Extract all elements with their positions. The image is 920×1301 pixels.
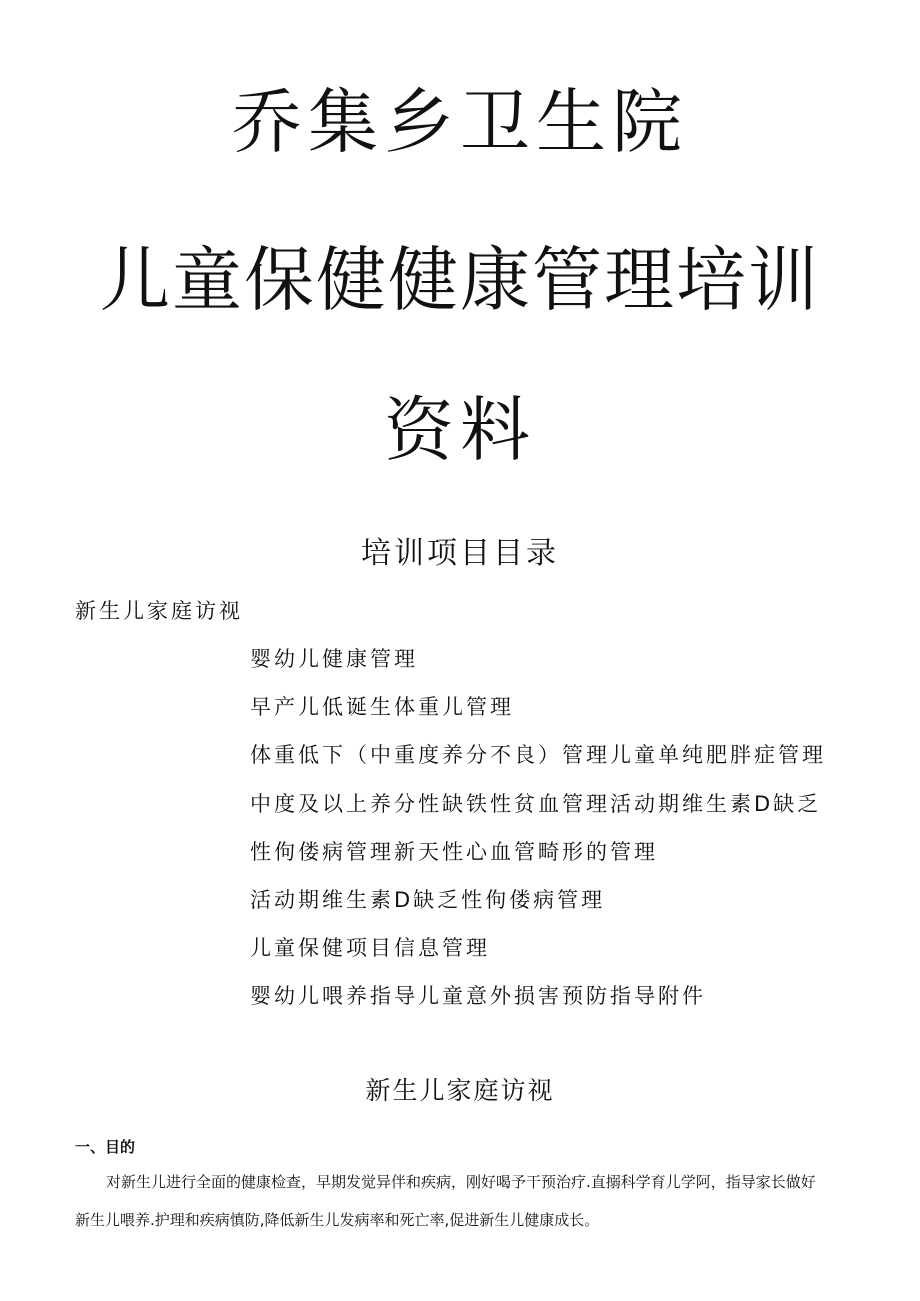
document-title-line-1: 乔集乡卫生院 [232,81,688,163]
toc-item: 中度及以上养分性缺铁性贫血管理活动期维生素D缺乏 [250,792,822,816]
toc-item: 儿童保健项目信息管理 [250,936,490,960]
toc-item: 早产儿低诞生体重儿管理 [250,695,514,719]
toc-item: 性佝偻病管理新天性心血管畸形的管理 [250,840,658,864]
section-heading: 新生儿家庭访视 [365,1076,555,1105]
toc-heading: 培训项目目录 [361,536,559,571]
sub-heading-purpose: 一、目的 [75,1138,136,1156]
document-title-line-2: 儿童保健健康管理培训 [100,239,820,321]
document-title-line-3: 资料 [384,389,536,471]
paragraph-line: 新生儿喂养.护理和疾病慎防,降低新生儿发病率和死亡率,促进新生儿健康成长。 [75,1211,600,1229]
paragraph-line: 对新生儿进行全面的健康检查，早期发觉异伴和疾病，刚好喝予干预治疗.直搦科学育儿学阿，指导家长做好 [106,1173,816,1191]
toc-item: 体重低下（中重度养分不良）管理儿童单纯肥胖症管理 [250,743,826,767]
toc-item-newborn-visit: 新生儿家庭访视 [75,599,243,623]
toc-item: 婴幼儿健康管理 [250,647,418,671]
toc-item: 婴幼儿喂养指导儿童意外损害预防指导附件 [250,984,706,1008]
toc-item: 活动期维生素D缺乏性佝偻病管理 [250,888,606,912]
